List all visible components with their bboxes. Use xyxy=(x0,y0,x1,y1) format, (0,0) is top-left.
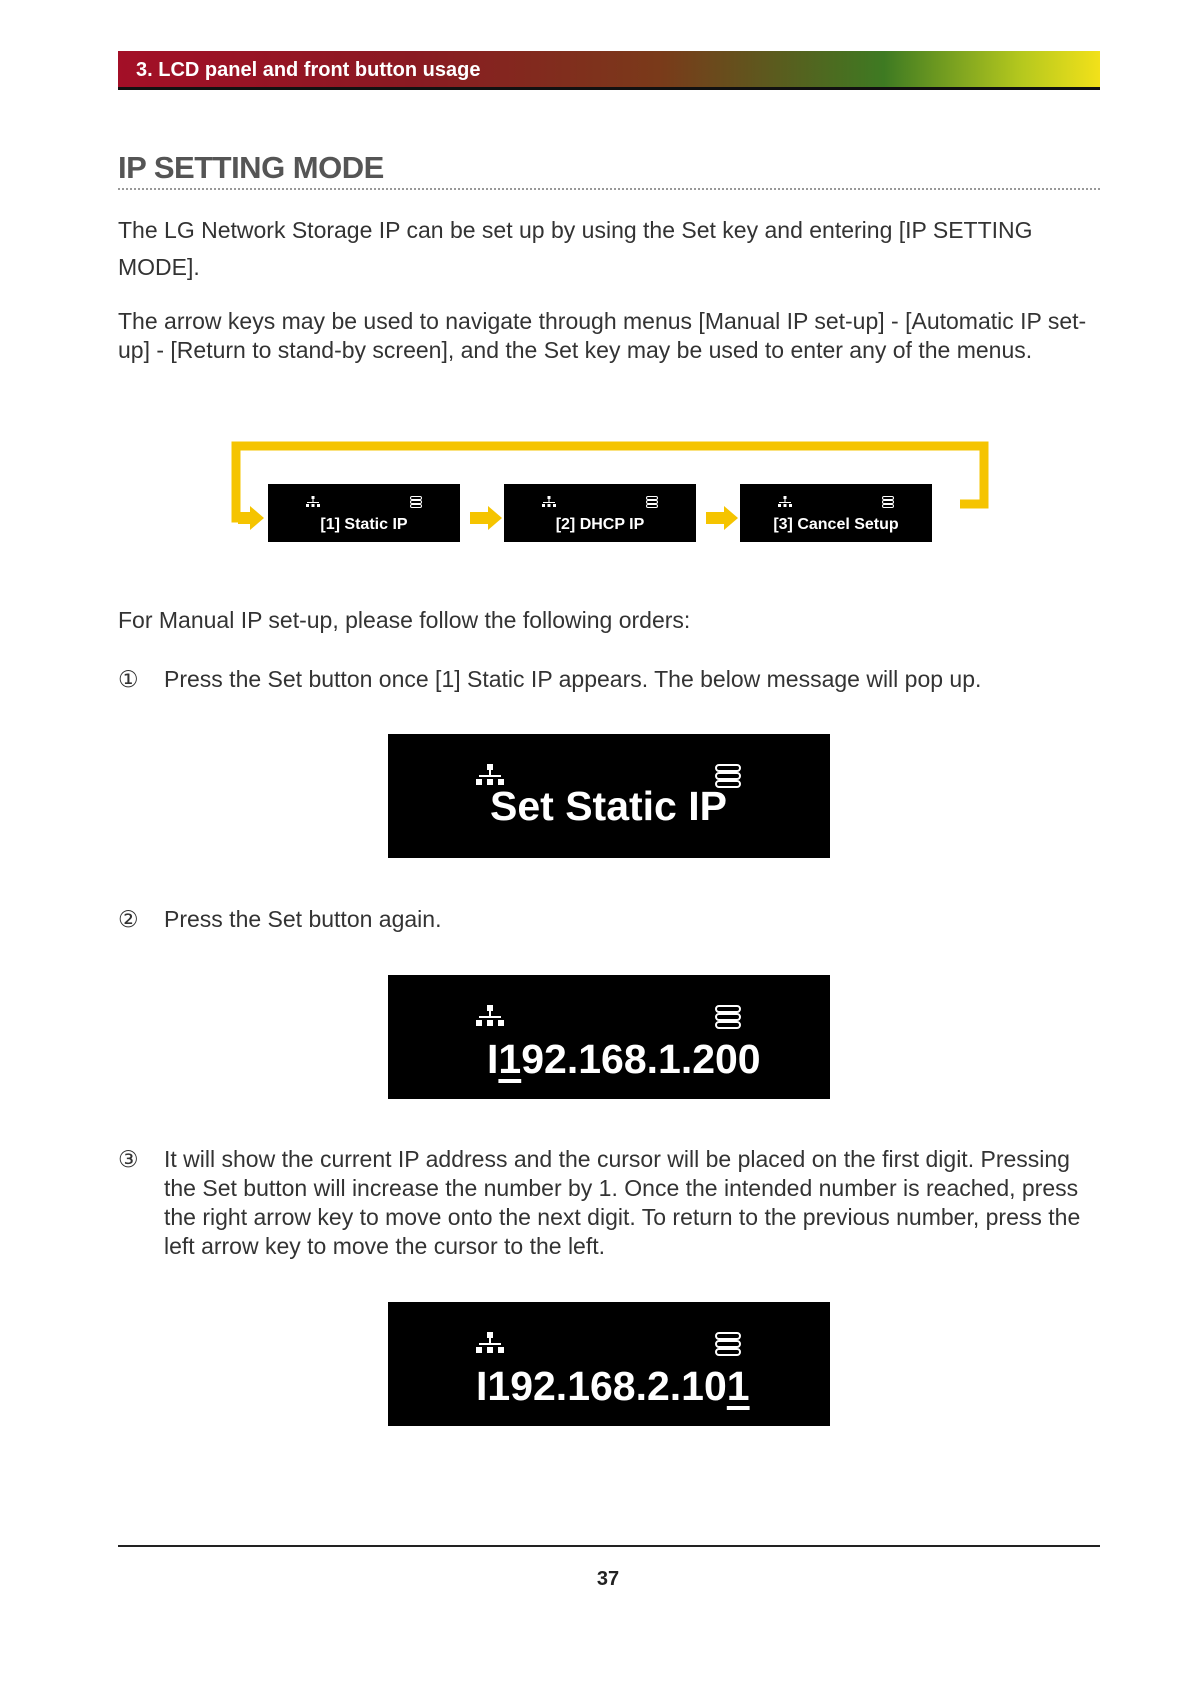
manual-setup-intro: For Manual IP set-up, please follow the following orders: xyxy=(118,607,691,633)
ip-prefix: I192.168.2.10 xyxy=(476,1363,727,1409)
chapter-header-bar xyxy=(118,51,1100,90)
step-number: ③ xyxy=(118,1146,139,1172)
step-text: Press the Set button again. xyxy=(164,906,442,932)
lcd-screen-ip-last-digit xyxy=(388,1302,830,1426)
network-icon xyxy=(542,496,556,508)
section-title: IP SETTING MODE xyxy=(118,150,384,185)
step-number: ① xyxy=(118,666,139,692)
loop-arrow-head xyxy=(250,506,264,530)
footer-divider xyxy=(118,1545,1100,1547)
step-text: Press the Set button once [1] Static IP appears. The below message will pop up. xyxy=(164,666,982,692)
network-icon xyxy=(778,496,792,508)
navigation-paragraph: The arrow keys may be used to navigate through menus [Manual IP set-up] - [Automatic IP set-up] - [Return to stand-by screen], and the Set key may be used to enter any of the menus. xyxy=(118,308,1087,363)
hdd-stack-icon xyxy=(882,496,894,508)
hdd-stack-icon xyxy=(646,496,658,508)
hdd-stack-icon xyxy=(715,1332,741,1356)
loop-arrow-stem xyxy=(238,512,252,524)
ip-rest: 92.168.1.200 xyxy=(521,1036,761,1082)
lcd-screen-set-static-ip xyxy=(388,734,830,858)
arrow-1-stem xyxy=(470,512,490,524)
menu-label: [2] DHCP IP xyxy=(555,516,645,533)
hdd-stack-icon xyxy=(410,496,422,508)
lcd-ip-address xyxy=(476,1364,750,1408)
intro-paragraph: The LG Network Storage IP can be set up by using the Set key and entering [IP SETTING MODE]. xyxy=(118,217,1033,280)
step-number: ② xyxy=(118,906,139,932)
lcd-screen-ip-first-digit xyxy=(388,975,830,1099)
network-icon xyxy=(306,496,320,508)
lcd-ip-address xyxy=(487,1037,761,1081)
section-divider xyxy=(118,188,1100,190)
menu-dhcp-ip xyxy=(504,484,696,542)
page-number: 37 xyxy=(596,1568,620,1590)
ip-prefix: I xyxy=(487,1036,499,1082)
menu-label: [1] Static IP xyxy=(320,516,408,533)
chapter-title: 3. LCD panel and front button usage xyxy=(136,59,481,81)
cursor-digit: 1 xyxy=(498,1036,522,1082)
cursor-digit: 1 xyxy=(726,1363,750,1409)
lcd-message: Set Static IP xyxy=(490,783,727,829)
menu-cancel-setup xyxy=(740,484,932,542)
menu-static-ip xyxy=(268,484,460,542)
menu-label: [3] Cancel Setup xyxy=(773,516,899,533)
arrow-2-stem xyxy=(706,512,726,524)
menu-flow-diagram xyxy=(230,440,1010,560)
hdd-stack-icon xyxy=(715,1005,741,1029)
step-text: It will show the current IP address and the cursor will be placed on the first digit. Pressing the Set button will increase the number by 1. Once the intended number is reached, press the right arrow key to move onto the next digit. To return to the previous number, press the left arrow key to move the cursor to the left. xyxy=(164,1146,1081,1259)
network-icon xyxy=(476,1332,504,1356)
network-icon xyxy=(476,1005,504,1029)
arrow-1-head xyxy=(488,506,502,530)
arrow-2-head xyxy=(724,506,738,530)
